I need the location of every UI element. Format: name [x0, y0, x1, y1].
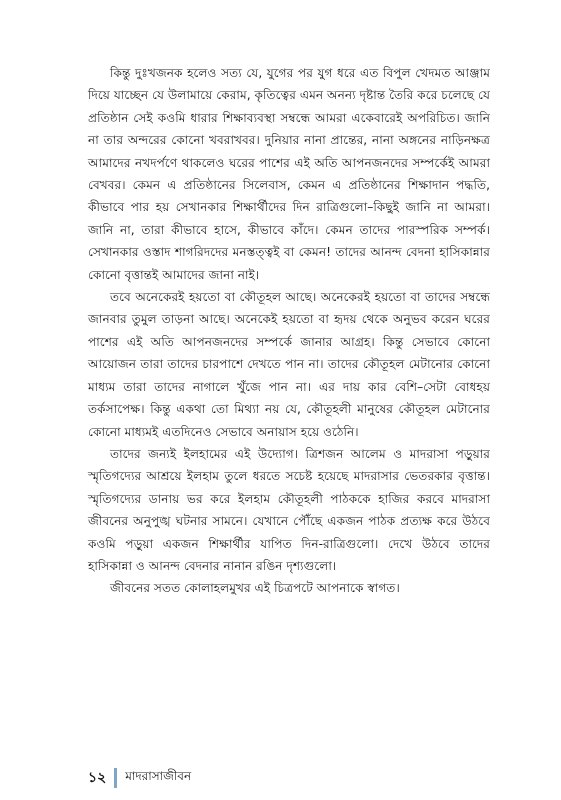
paragraph-2: তবে অনেকেরই হয়তো বা কৌতূহল আছে। অনেকেরই হয়তো বা তাদের সম্বন্ধে জানবার তুমুল তাড়না আছে। অনেকেই হয়তো বা হৃদয় থেকে অনুভব করেন ঘরের পাশের এই অতি আপনজনদের সম্পর্কে জানার আগ্রহ। কিন্তু সেভাবে কোনো আয়োজন তারা তাদের চারপাশে দেখতে পান না। তাদের কৌতূহল মেটানোর কোনো মাধ্যম তারা তাদের নাগালে খুঁজে পান না। এর দায় কার বেশি–সেটা বোধহয় তর্কসাপেক্ষ। কিন্তু একথা তো মিথ্যা নয় যে, কৌতূহলী মানুষের কৌতূহল মেটানোর কোনো মাধ্যমই এতদিনেও সেভাবে অনায়াস হয়ে ওঠেনি।: [88, 290, 490, 439]
page-footer: [88, 767, 191, 789]
page-number: ১২: [88, 770, 107, 786]
footer-divider: [114, 768, 117, 788]
paragraph-3: তাদের জন্যই ইলহামের এই উদ্যোগ। ত্রিশজন আলেম ও মাদরাসা পড়ুয়ার স্মৃতিগদ্যের আশ্রয়ে ইলহাম তুলে ধরতে সচেষ্ট হয়েছে মাদরাসার ভেতরকার বৃত্তান্ত। স্মৃতিগদ্যের ডানায় ভর করে ইলহাম কৌতূহলী পাঠককে হাজির করবে মাদরাসা জীবনের অনুপুঙ্খ ঘটনার সামনে। যেখানে পৌঁছে একজন পাঠক প্রত্যক্ষ করে উঠবে কওমি পড়ুয়া একজন শিক্ষার্থীর যাপিত দিন-রাত্রিগুলো। দেখে উঠবে তাদের হাসিকান্না ও আনন্দ বেদনার নানান রঙিন দৃশ্যগুলো।: [88, 446, 490, 573]
paragraph-4: জীবনের সতত কোলাহলমুখর এই চিত্রপটে আপনাকে স্বাগত।: [110, 581, 400, 596]
paragraph-1: কিন্তু দুঃখজনক হলেও সত্য যে, যুগের পর যুগ ধরে এত বিপুল খেদমত আঞ্জাম দিয়ে যাচ্ছেন যে উলামায়ে কেরাম, কৃতিত্বের এমন অনন্য দৃষ্টান্ত তৈরি করে চলেছে যে প্রতিষ্ঠান সেই কওমি ধারার শিক্ষাব্যবস্থা সম্বন্ধে আমরা একেবারেই অপরিচিত। জানি না তার অন্দরের কোনো খবরাখবর। দুনিয়ার নানা প্রান্তের, নানা অঙ্গনের নাড়িনক্ষত্র আমাদের নখদর্পণে থাকলেও ঘরের পাশের এই অতি আপনজনদের সম্পর্কেই আমরা বেখবর। কেমন এ প্রতিষ্ঠানের সিলেবাস, কেমন এ প্রতিষ্ঠানের শিক্ষাদান পদ্ধতি, কীভাবে পার হয় সেখানকার শিক্ষার্থীদের দিন রাত্রিগুলো–কিছুই জানি না আমরা। জানি না, তারা কীভাবে হাসে, কীভাবে কাঁদে। কেমন তাদের পারস্পরিক সম্পর্ক। সেখানকার ওস্তাদ শাগরিদদের মনস্তত্ত্বই বা কেমন! তাদের আনন্দ বেদনা হাসিকান্নার কোনো বৃত্তান্তই আমাদের জানা নাই।: [88, 66, 490, 282]
body-text: [88, 62, 490, 600]
book-title: মাদরাসাজীবন: [125, 769, 192, 783]
